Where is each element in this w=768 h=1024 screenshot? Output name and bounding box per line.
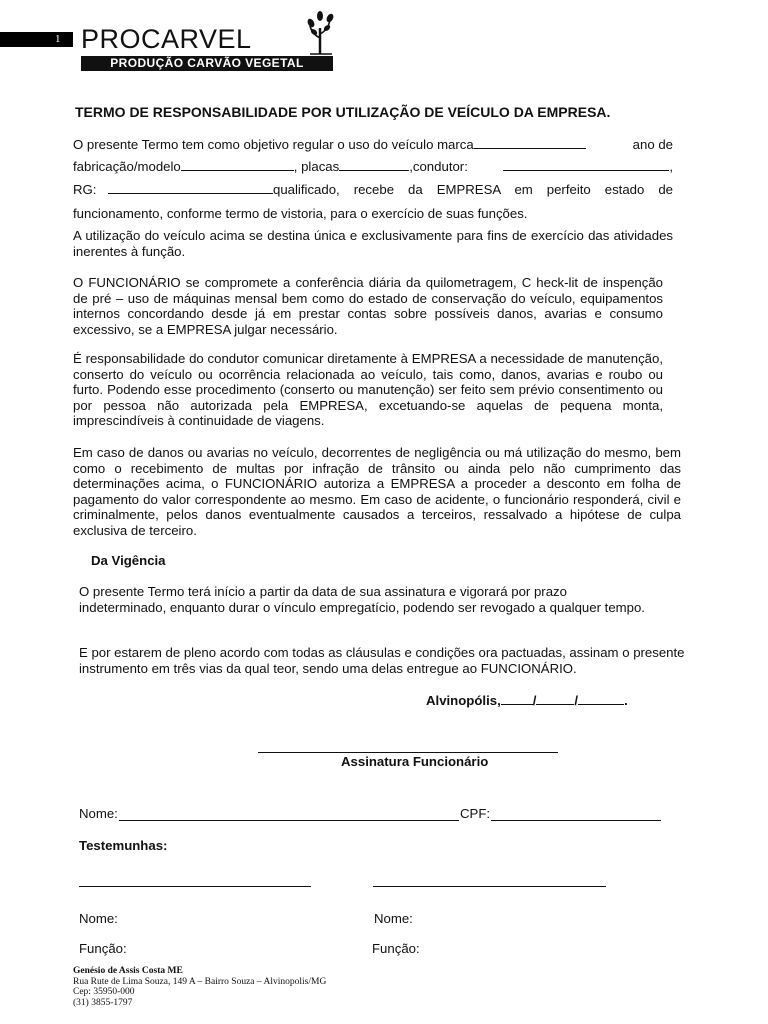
page-number-bar: [0, 32, 73, 47]
cpf-blank-line: [491, 820, 661, 821]
witness-1-funcao-label: Função:: [79, 941, 127, 956]
brand-blank: [474, 137, 586, 149]
p1-text: ,: [669, 159, 673, 174]
p1-text: ,condutor:: [409, 159, 468, 174]
logo-name: PROCARVEL: [81, 24, 252, 54]
p1-text: O presente Termo tem como objetivo regular o uso do veículo marca: [73, 137, 474, 152]
paragraph-vigencia: O presente Termo terá início a partir da data de sua assinatura e vigorará por prazo indeterminado, enquanto durar o vínculo empregatício, podendo ser revogado a qualquer tempo.: [79, 584, 645, 615]
logo-tagline: PRODUÇÃO CARVÃO VEGETAL: [81, 56, 333, 71]
p1-line-4: funcionamento, conforme termo de vistoria, para o exercício de suas funções.: [73, 206, 528, 221]
footer-address: Rua Rute de Lima Souza, 149 A – Bairro Souza – Alvinopolis/MG: [73, 976, 327, 987]
cpf-label: CPF:: [460, 806, 491, 821]
footer-company: Genésio de Assis Costa ME: [73, 966, 183, 976]
witness-2-signature-line: [373, 886, 606, 887]
witness-1-signature-line: [79, 886, 311, 887]
p1-text: ano de: [632, 137, 673, 152]
day-blank: [501, 693, 533, 705]
model-blank: [181, 159, 294, 171]
footer: [73, 966, 326, 1008]
paragraph-usage: A utilização do veículo acima se destina única e exclusivamente para fins de exercício das atividades inerentes à função.: [73, 228, 673, 259]
rg-blank: [108, 182, 273, 194]
footer-cep: Cep: 35950-000: [73, 987, 135, 997]
paragraph-employee-commitment: O FUNCIONÁRIO se compromete a conferência diária da quilometragem, C heck-lit de inspenção de pré – uso de máquinas mensal bem como do estado de conservação do veículo, equipamentos internos concordando desde já em prestar contas sobre possíveis danos, avarias e consumo excessivo, se a EMPRESA julgar necessário.: [73, 275, 663, 337]
place-date: [426, 693, 656, 709]
p1-line-1: [73, 137, 673, 153]
tree-logo-icon: [302, 8, 338, 56]
date-separator: /: [574, 693, 579, 708]
p1-text: fabricação/modelo: [73, 159, 181, 174]
document-title: TERMO DE RESPONSABILIDADE POR UTILIZAÇÃO DE VEÍCULO DA EMPRESA.: [75, 104, 611, 120]
place-name: Alvinopólis,: [426, 693, 501, 708]
paragraph-driver-responsibility: É responsabilidade do condutor comunicar diretamente à EMPRESA a necessidade de manutenção, conserto do veículo ou ocorrência relacionada ao veículo, tais como, danos, avarias e roubo ou furto. Podendo esse procedimento (conserto ou manutenção) ser feito sem prévio consentimento ou por pessoa não autorizada pela EMPRESA, excetuando-se aquelas de pequena monta, imprescindíveis à continuidade de viagens.: [73, 351, 663, 428]
vigencia-heading: Da Vigência: [91, 553, 166, 568]
month-blank: [536, 693, 574, 705]
driver-blank-line: [503, 159, 669, 171]
page-number: 1: [55, 33, 61, 45]
date-end: .: [624, 693, 628, 708]
p1-line-3: [73, 182, 673, 198]
nome-blank-line: [119, 820, 459, 821]
witnesses-heading: Testemunhas:: [79, 838, 168, 853]
p1-text: RG:: [73, 182, 97, 197]
p1-line-2: [73, 159, 673, 175]
year-blank: [578, 693, 624, 705]
paragraph-damages: Em caso de danos ou avarias no veículo, decorrentes de negligência ou má utilização do mesmo, bem como o recebimento de multas por infração de trânsito ou ainda pelo não cumprimento das determinações acima, o FUNCIONÁRIO autoriza a EMPRESA a proceder a desconto em folha de pagamento do valor correspondente ao mesmo. Em caso de acidente, o funcionário responderá, civil e criminalmente, pelos danos eventualmente causados a terceiros, ressalvado a hipótese de culpa exclusiva de terceiro.: [73, 445, 681, 538]
footer-phone: (31) 3855-1797: [73, 997, 133, 1008]
witness-2-funcao-label: Função:: [372, 941, 420, 956]
p1-text: qualificado, recebe da EMPRESA em perfeito estado de: [273, 182, 673, 197]
date-separator: /: [532, 693, 537, 708]
p1-text: , placas: [293, 159, 340, 174]
plates-blank: [339, 159, 409, 171]
witness-2-nome-label: Nome:: [374, 911, 413, 926]
witness-1-nome-label: Nome:: [79, 911, 118, 926]
signature-line: [258, 752, 558, 753]
signature-label: Assinatura Funcionário: [341, 754, 489, 769]
paragraph-agreement: E por estarem de pleno acordo com todas as cláusulas e condições ora pactuadas, assinam o presente instrumento em três vias da qual teor, sendo uma delas entregue ao FUNCIONÁRIO.: [79, 645, 685, 676]
nome-label: Nome:: [79, 806, 118, 821]
